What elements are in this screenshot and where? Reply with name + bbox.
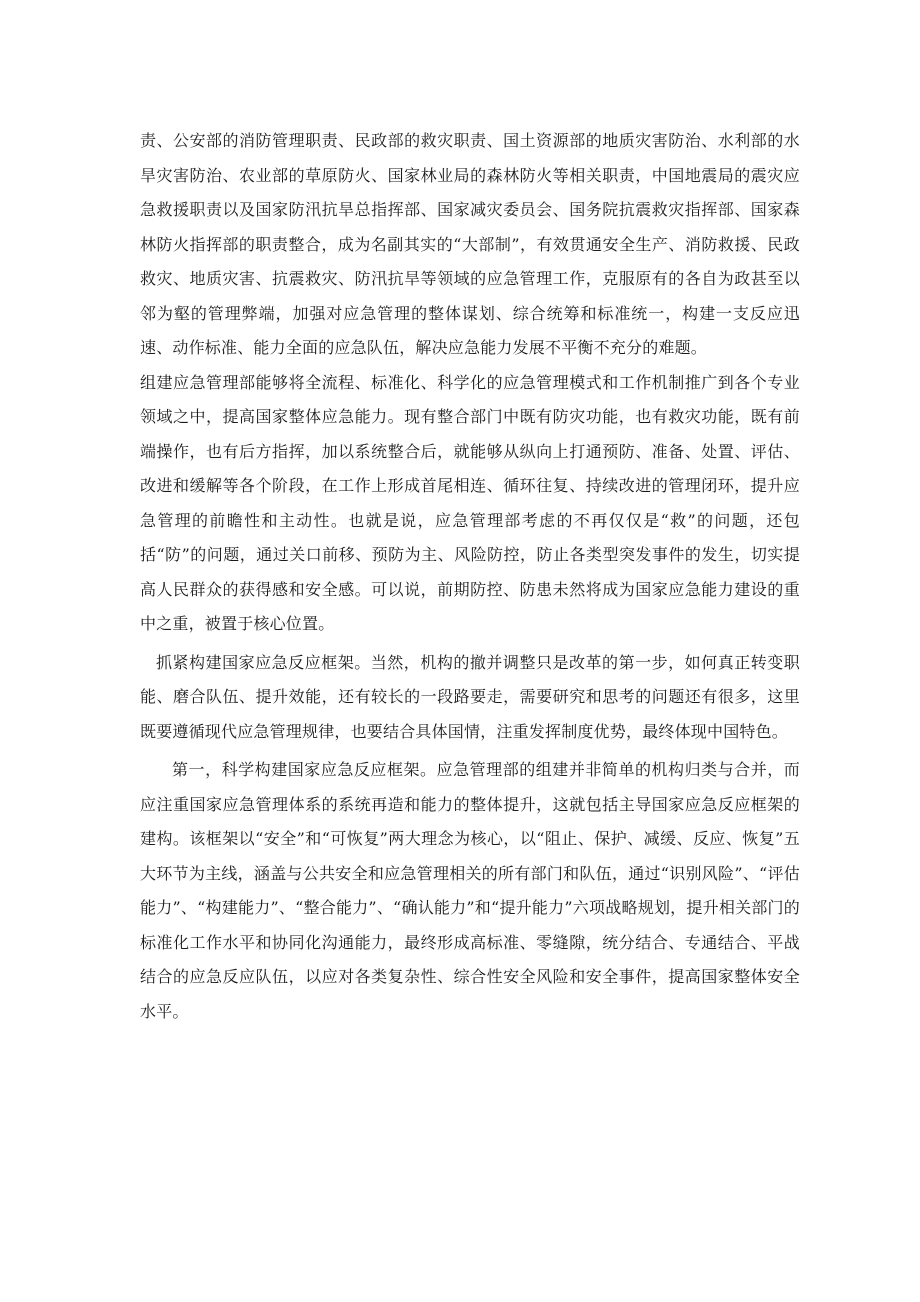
document-page	[140, 124, 800, 1029]
paragraph-3: 抓紧构建国家应急反应框架。当然，机构的撤并调整只是改革的第一步，如何真正转变职能、磨合队伍、提升效能，还有较长的一段路要走，需要研究和思考的问题还有很多，这里既要遵循现代应急管理规律，也要结合具体国情，注重发挥制度优势，最终体现中国特色。	[140, 652, 800, 741]
paragraph-2: 组建应急管理部能够将全流程、标准化、科学化的应急管理模式和工作机制推广到各个专业领域之中，提高国家整体应急能力。现有整合部门中既有防灾功能，也有救灾功能，既有前端操作，也有后方指挥，加以系统整合后，就能够从纵向上打通预防、准备、处置、评估、改进和缓解等各个阶段，在工作上形成首尾相连、循环往复、持续改进的管理闭环，提升应急管理的前瞻性和主动性。也就是说，应急管理部考虑的不再仅仅是“救”的问题，还包括“防”的问题，通过关口前移、预防为主、风险防控，防止各类型突发事件的发生，切实提高人民群众的获得感和安全感。可以说，前期防控、防患未然将成为国家应急能力建设的重中之重，被置于核心位置。	[140, 372, 800, 633]
paragraph-1: 责、公安部的消防管理职责、民政部的救灾职责、国土资源部的地质灾害防治、水利部的水旱灾害防治、农业部的草原防火、国家林业局的森林防火等相关职责，中国地震局的震灾应急救援职责以及国家防汛抗旱总指挥部、国家减灾委员会、国务院抗震救灾指挥部、国家森林防火指挥部的职责整合，成为名副其实的“大部制”，有效贯通安全生产、消防救援、民政救灾、地质灾害、抗震救灾、防汛抗旱等领域的应急管理工作，克服原有的各自为政甚至以邻为壑的管理弊端，加强对应急管理的整体谋划、综合统筹和标准统一，构建一支反应迅速、动作标准、能力全面的应急队伍，解决应急能力发展不平衡不充分的难题。	[140, 131, 800, 357]
paragraph-4: 第一，科学构建国家应急反应框架。应急管理部的组建并非简单的机构归类与合并，而应注重国家应急管理体系的系统再造和能力的整体提升，这就包括主导国家应急反应框架的建构。该框架以“安全”和“可恢复”两大理念为核心，以“阻止、保护、减缓、反应、恢复”五大环节为主线，涵盖与公共安全和应急管理相关的所有部门和队伍，通过“识别风险”、“评估能力”、“构建能力”、“整合能力”、“确认能力”和“提升能力”六项战略规划，提升相关部门的标准化工作水平和协同化沟通能力，最终形成高标准、零缝隙，统分结合、专通结合、平战结合的应急反应队伍，以应对各类复杂性、综合性安全风险和安全事件，提高国家整体安全水平。	[140, 760, 800, 1021]
